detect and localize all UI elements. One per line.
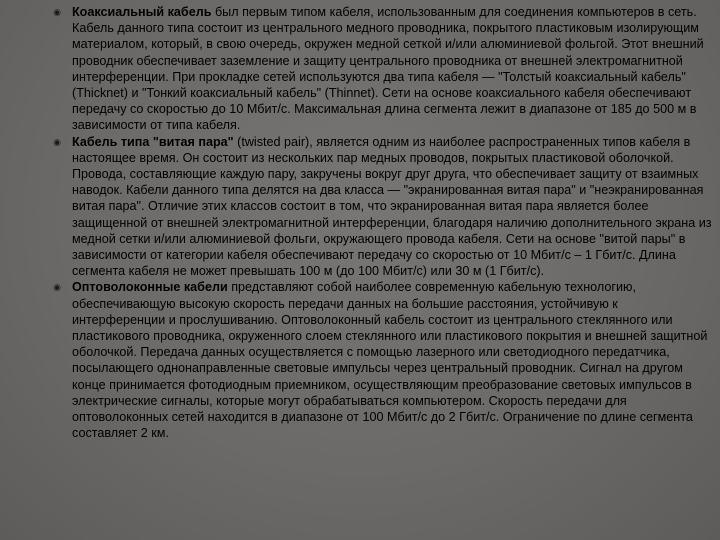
bullet-twisted-pair [48,134,712,280]
bullet-coaxial [48,4,712,134]
wingding-bullet-icon: ◉ [53,7,61,17]
bullet-fiber-optic [48,279,712,441]
bullet-term: Кабель типа "витая пара" [72,134,234,149]
bullet-list [48,4,712,441]
bullet-term: Оптоволоконные кабели [72,280,228,295]
wingding-bullet-icon: ◉ [53,136,61,147]
bullet-text: был первым типом кабеля, использованным для соединения компьютеров в сеть. Кабель данного типа состоит из центрального медного проводника, покрытого пластиковым изолирующим материалом, который, в свою очередь, окружен медной сеткой и/или алюминиевой фольгой. Этот внешний проводник обеспечивает заземление и защиту центрального проводника от внешней электромагнитной интерференции. При прокладке сетей используются два типа кабеля — "Толстый коаксиальный кабель" (Thicknet) и "Тонкий коаксиальный кабель" (Thinnet). Сети на основе коаксиального кабеля обеспечивают передачу со скоростью до 10 Мбит/с. Максимальная длина сегмента лежит в диапазоне от 185 до 500 м в зависимости от типа кабеля. [72,5,704,133]
bullet-term: Коаксиальный кабель [72,5,212,19]
bullet-text: представляют собой наиболее современную кабельную технологию, обеспечивающую высокую скорость передачи данных на большие расстояния, устойчивую к интерференции и прослушиванию. Оптоволоконный кабель состоит из центрального стеклянного или пластикового проводника, окруженного слоем стеклянного или пластикового покрытия и внешней защитной оболочкой. Передача данных осуществляется с помощью лазерного или светодиодного передатчика, посылающего однонаправленные световые импульсы через центральный проводник. Сигнал на другом конце принимается фотодиодным приемником, осуществляющим преобразование световых импульсов в электрические сигналы, которые могут обрабатываться компьютером. Скорость передачи для оптоволоконных сетей находится в диапазоне от 100 Мбит/с до 2 Гбит/с. Ограничение по длине сегмента составляет 2 км. [72,280,708,441]
bullet-text: (twisted pair), является одним из наиболее распространенных типов кабеля в настоящее время. Он состоит из нескольких пар медных проводов, покрытых пластиковой оболочкой. Провода, составляющие каждую пару, закручены вокруг друг друга, что обеспечивает защиту от взаимных наводок. Кабели данного типа делятся на два класса — "экранированная витая пара" и "неэкранированная витая пара". Отличие этих классов состоит в том, что экранированная витая пара является более защищенной от внешней электромагнитной интерференции, благодаря наличию дополнительного экрана из медной сетки и/или алюминиевой фольги, окружающего провода кабеля. Сети на основе "витой пары" в зависимости от категории кабеля обеспечивают передачу со скоростью от 10 Мбит/с – 1 Гбит/с. Длина сегмента кабеля не может превышать 100 м (до 100 Мбит/с) или 30 м (1 Гбит/с). [72,134,712,279]
wingding-bullet-icon: ◉ [53,282,61,293]
